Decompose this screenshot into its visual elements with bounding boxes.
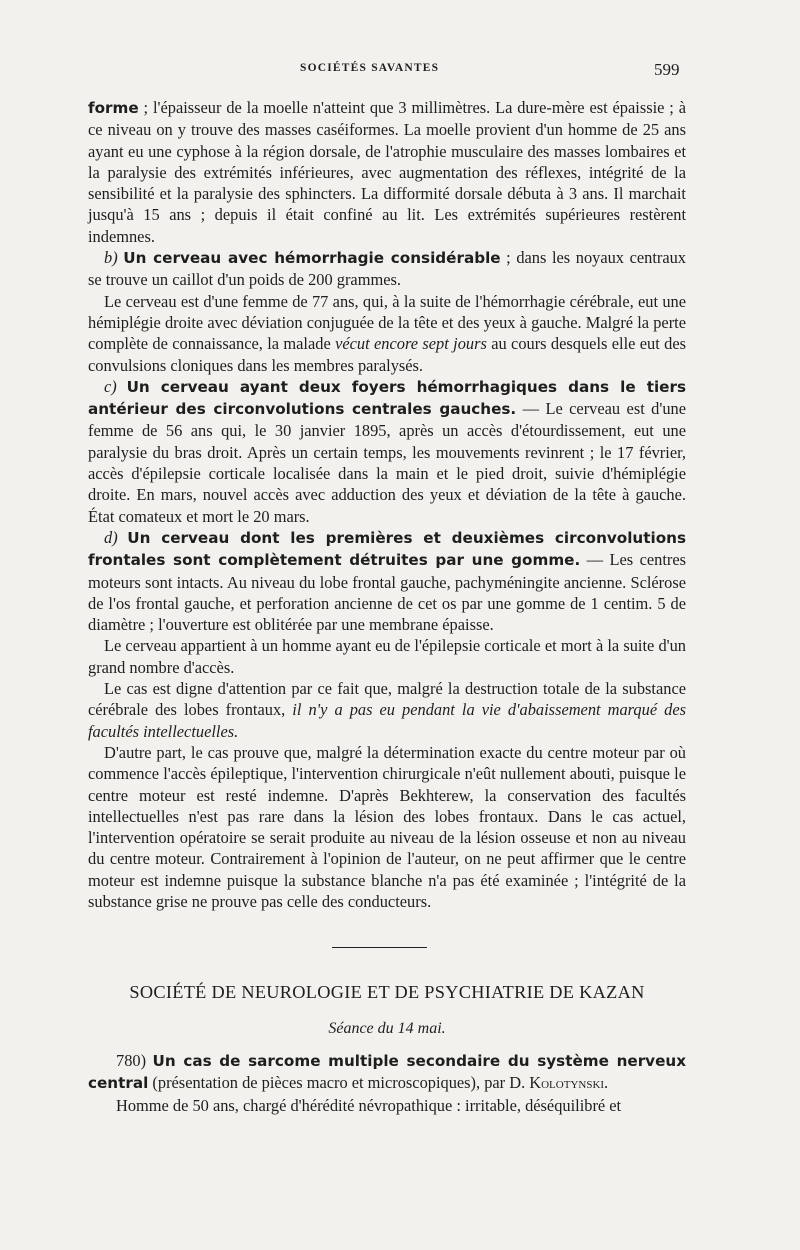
paragraph: [88, 247, 686, 291]
bold-heading: Un cerveau dont les premières et deuxièmes circonvolutions frontales sont complètement détruites par une gomme.: [88, 528, 686, 570]
paragraph-text: — Le cerveau est d'une femme de 56 ans qui, le 30 janvier 1895, après un accès d'étourdissement, eut une paralysie du bras droit. Après un certain temps, les mouvements revinrent ; le 17 février, accès d'épilepsie corticale localisée dans la main et le pied droit, suivie d'hémiplégie droite. En mars, nouvel accès avec adduction des yeux et déviation de la tête à gauche. État comateux et mort le 20 mars.: [88, 399, 686, 526]
paragraph: [88, 742, 686, 912]
paragraph: [88, 635, 686, 678]
paragraph-text: ; l'épaisseur de la moelle n'atteint que 3 millimètres. La dure-mère est épaissie ; à ce niveau on y trouve des masses caséiformes. La moelle provient d'un homme de 25 ans ayant eu une cyphose à la région dorsale, de l'atrophie musculaire des masses lombaires et la paralysie des extrémités inférieures, avec augmentation des réflexes, intégrité de la sensibilité et la paralysie des sphincters. La difformité dorsale débuta à 3 ans. Il marchait jusqu'à 15 ans ; depuis il était confiné au lit. Les extrémités supérieures restèrent indemnes.: [88, 98, 686, 246]
entry-780: [88, 1050, 686, 1116]
paragraph-text: Le cas est digne d'attention par ce fait que, malgré la destruction totale de la substance cérébrale des lobes frontaux,: [88, 679, 686, 720]
paragraph-text: D'autre part, le cas prouve que, malgré la détermination exacte du centre moteur par où commence l'accès épileptique, l'intervention chirurgicale n'eût nullement abouti, puisque le centre moteur est resté indemne. D'après Bekhterew, la conservation des facultés intellectuelles n'est pas rare dans la lésion des lobes frontaux. Dans le cas actuel, l'intervention opératoire se serait produite au niveau de la lésion osseuse et non au niveau du centre moteur. Contrairement à l'opinion de l'auteur, on ne peut affirmer que le centre moteur est indemne puisque la substance blanche n'a pas été examinée ; l'intégrité de la substance grise ne prouve pas celle des conducteurs.: [88, 742, 686, 911]
author-name: Kolotynski.: [529, 1073, 609, 1093]
paragraph-text: Le cerveau appartient à un homme ayant eu de l'épilepsie corticale et mort à la suite d'un grand nombre d'accès.: [88, 636, 686, 677]
page-number: 599: [654, 60, 680, 79]
paragraph-text: (présentation de pièces macro et microscopiques), par D.: [148, 1073, 530, 1093]
paragraph-text: Homme de 50 ans, chargé d'hérédité névropathique : irritable, déséquilibré et: [116, 1095, 622, 1115]
entry-number: 780): [116, 1051, 153, 1070]
bold-heading: Un cas de sarcome multiple secondaire du système nerveux central: [88, 1052, 686, 1093]
paragraph: [88, 1050, 686, 1095]
session-date: Séance du 14 mai.: [328, 1020, 446, 1037]
item-label: b): [104, 248, 124, 268]
running-head: SOCIÉTÉS SAVANTES: [300, 62, 440, 74]
bold-heading: Un cerveau ayant deux foyers hémorrhagiques dans le tiers antérieur des circonvolutions centrales gauches.: [88, 377, 686, 419]
italic-phrase: il n'y a pas eu pendant la vie d'abaissement marqué des facultés intellectuelles.: [88, 700, 686, 741]
society-title: SOCIÉTÉ DE NEUROLOGIE ET DE PSYCHIATRIE DE KAZAN: [129, 982, 645, 1002]
section-divider: [332, 947, 427, 948]
paragraph-text: — Les centres moteurs sont intacts. Au niveau du lobe frontal gauche, pachyméningite ancienne. Sclérose de l'os frontal gauche, et perforation ancienne de cet os par une gomme de 1 centim. 5 de diamètre ; l'ouverture est oblitérée par une membrane épaisse.: [88, 550, 686, 635]
paragraph: [88, 1095, 686, 1116]
article-body: [88, 97, 686, 912]
paragraph: [88, 376, 686, 527]
paragraph: [88, 527, 686, 635]
paragraph-text: ; dans les noyaux centraux se trouve un caillot d'un poids de 200 grammes.: [88, 248, 687, 290]
paragraph: [88, 678, 686, 742]
item-label: d): [104, 527, 128, 547]
paragraph-text: au cours desquels elle eut des convulsions cloniques dans les membres paralysés.: [88, 334, 686, 375]
item-label: c): [104, 376, 127, 396]
paragraph-text: Le cerveau est d'une femme de 77 ans, qui, à la suite de l'hémorrhagie cérébrale, eut une hémiplégie droite avec déviation conjuguée de la tête et des yeux à gauche. Malgré la perte complète de connaissance, la malade: [88, 291, 686, 354]
bold-term: forme: [88, 99, 139, 117]
italic-phrase: vécut encore sept jours: [335, 334, 487, 354]
paragraph: [88, 291, 686, 376]
paragraph: [88, 97, 686, 247]
bold-heading: Un cerveau avec hémorrhagie considérable: [123, 249, 501, 268]
